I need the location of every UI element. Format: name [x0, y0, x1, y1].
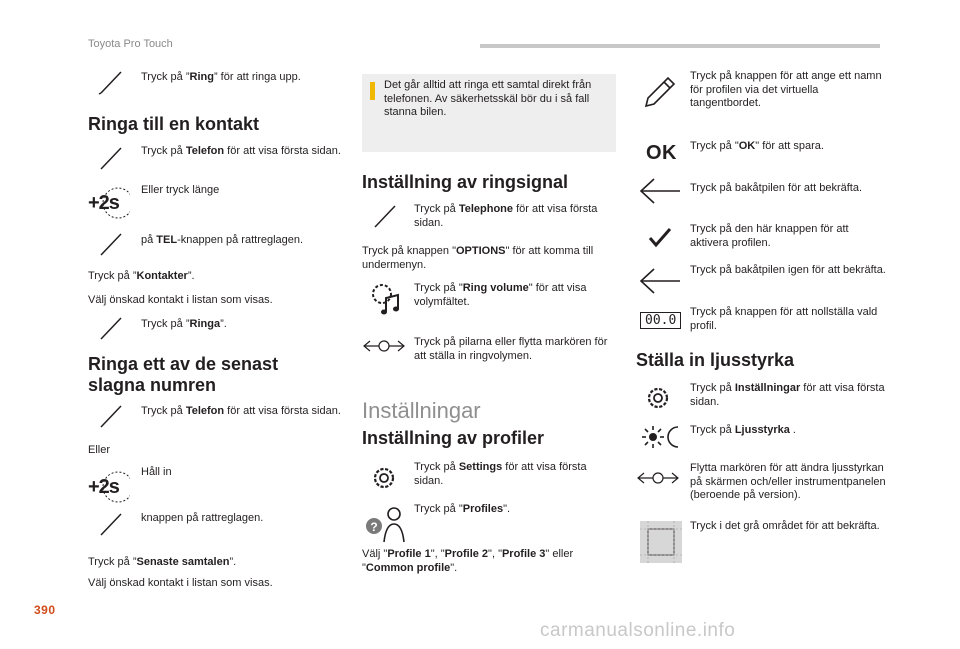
arrows-instruction: Tryck på pilarna eller flytta markören för att ställa in ringvolymen. [414, 336, 608, 362]
ring-bold: Ring [189, 71, 214, 83]
back-arrow-icon [638, 176, 682, 206]
hall-in-text: Håll in [141, 466, 172, 478]
pencil-icon [370, 200, 400, 230]
watermark: carmanualsonline.info [540, 620, 736, 641]
pencil-edit-icon [640, 72, 680, 112]
heading-settings: Inställningar [362, 398, 481, 423]
long-press-2s-icon: +2s [88, 470, 130, 504]
pencil-icon [96, 142, 126, 172]
eller-text: Eller [88, 444, 111, 456]
telephone-instruction: Tryck på Telephone för att visa första sidan. [414, 203, 598, 229]
pencil-icon [96, 228, 126, 258]
move-cursor-text: Flytta markören för att ändra ljusstyrkan på skärmen och/eller instrumentpanelen (beroende på version). [690, 462, 886, 501]
heading-ringtone: Inställning av ringsignal [362, 172, 569, 192]
inst-instruction: Tryck på Inställningar för att visa första sidan. [690, 382, 885, 408]
sun-moon-icon [640, 424, 684, 450]
profiles-instruction: Tryck på "Profiles". [414, 503, 511, 515]
header-title: Toyota Pro Touch [88, 38, 173, 50]
telefon2-instruction: Tryck på Telefon för att visa första sidan. [141, 405, 341, 417]
slider-arrows-icon [362, 336, 406, 356]
activate-text: Tryck på den här knappen för att aktivera profilen. [690, 223, 849, 249]
ringa-instruction: Tryck på ”Ringa”. [141, 318, 227, 330]
pencil-icon [96, 66, 126, 96]
recent-instruction: Tryck på ”Senaste samtalen”. [88, 556, 237, 568]
pencil-icon [96, 508, 126, 538]
note-text: Det går alltid att ringa ett samtal direkt från telefonen. Av säkerhetsskäl bör du i så fall stanna bilen. [384, 79, 592, 118]
grey-area-icon [640, 521, 682, 563]
tel-key-instruction: på TEL-knappen på rattreglagen. [141, 234, 304, 246]
name-profile-text: Tryck på knappen för att ange ett namn för profilen via det virtuella tangentbordet. [690, 70, 882, 109]
select-profile-text: Välj "Profile 1", "Profile 2", "Profile 3" eller "Common profile". [362, 548, 574, 574]
contacts-instruction: Tryck på ”Kontakter”. [88, 270, 195, 282]
button-wheel-text: knappen på rattreglagen. [141, 512, 264, 524]
settings-instruction: Tryck på Settings för att visa första sidan. [414, 461, 587, 487]
svg-text:?: ? [370, 520, 378, 534]
profile-icon [364, 504, 408, 544]
heading-contact: Ringa till en kontakt [88, 114, 260, 134]
checkmark-icon [648, 226, 672, 248]
long-press-text: Eller tryck länge [141, 184, 220, 196]
gear-icon [370, 464, 398, 492]
back-confirm-text: Tryck på bakåtpilen för att bekräfta. [690, 182, 863, 194]
telefon-instruction: Tryck på Telefon för att visa första sidan. [141, 145, 341, 157]
reset-text: Tryck på knappen för att nollställa vald profil. [690, 306, 878, 332]
slider-arrows-icon [636, 468, 680, 488]
choose-contact-text-2: Välj önskad kontakt i listan som visas. [88, 577, 273, 589]
gear-icon [644, 384, 672, 412]
options-instruction: Tryck på knappen "OPTIONS" för att komma till undermenyn. [362, 245, 594, 271]
ok-instruction: Tryck på "OK" för att spara. [690, 140, 824, 152]
heading-profiles: Inställning av profiler [362, 428, 545, 448]
ring-instruction: Tryck på ”Ring” för att ringa upp. [141, 71, 301, 83]
back-arrow-icon [638, 266, 682, 296]
grey-area-text: Tryck i det grå området för att bekräfta. [690, 520, 880, 532]
reset-button-icon: 00.0 [640, 312, 681, 329]
back-again-text: Tryck på bakåtpilen igen för att bekräfta. [690, 264, 886, 276]
heading-brightness: Ställa in ljusstyrka [636, 350, 795, 370]
long-press-2s-icon: +2s [88, 186, 130, 220]
pencil-icon [96, 400, 126, 430]
header-bar [480, 44, 880, 48]
page-number: 390 [34, 603, 56, 617]
info-icon [370, 82, 375, 100]
choose-contact-text: Välj önskad kontakt i listan som visas. [88, 294, 273, 306]
pencil-icon [96, 312, 126, 342]
ringvolume-instruction: Tryck på "Ring volume" för att visa volymfältet. [414, 282, 587, 308]
heading-recent: Ringa ett av de senast slagna numren [88, 354, 279, 395]
ring-volume-icon [366, 280, 404, 318]
bright-instruction: Tryck på Ljusstyrka . [690, 424, 796, 436]
ok-button-icon: OK [646, 142, 677, 164]
